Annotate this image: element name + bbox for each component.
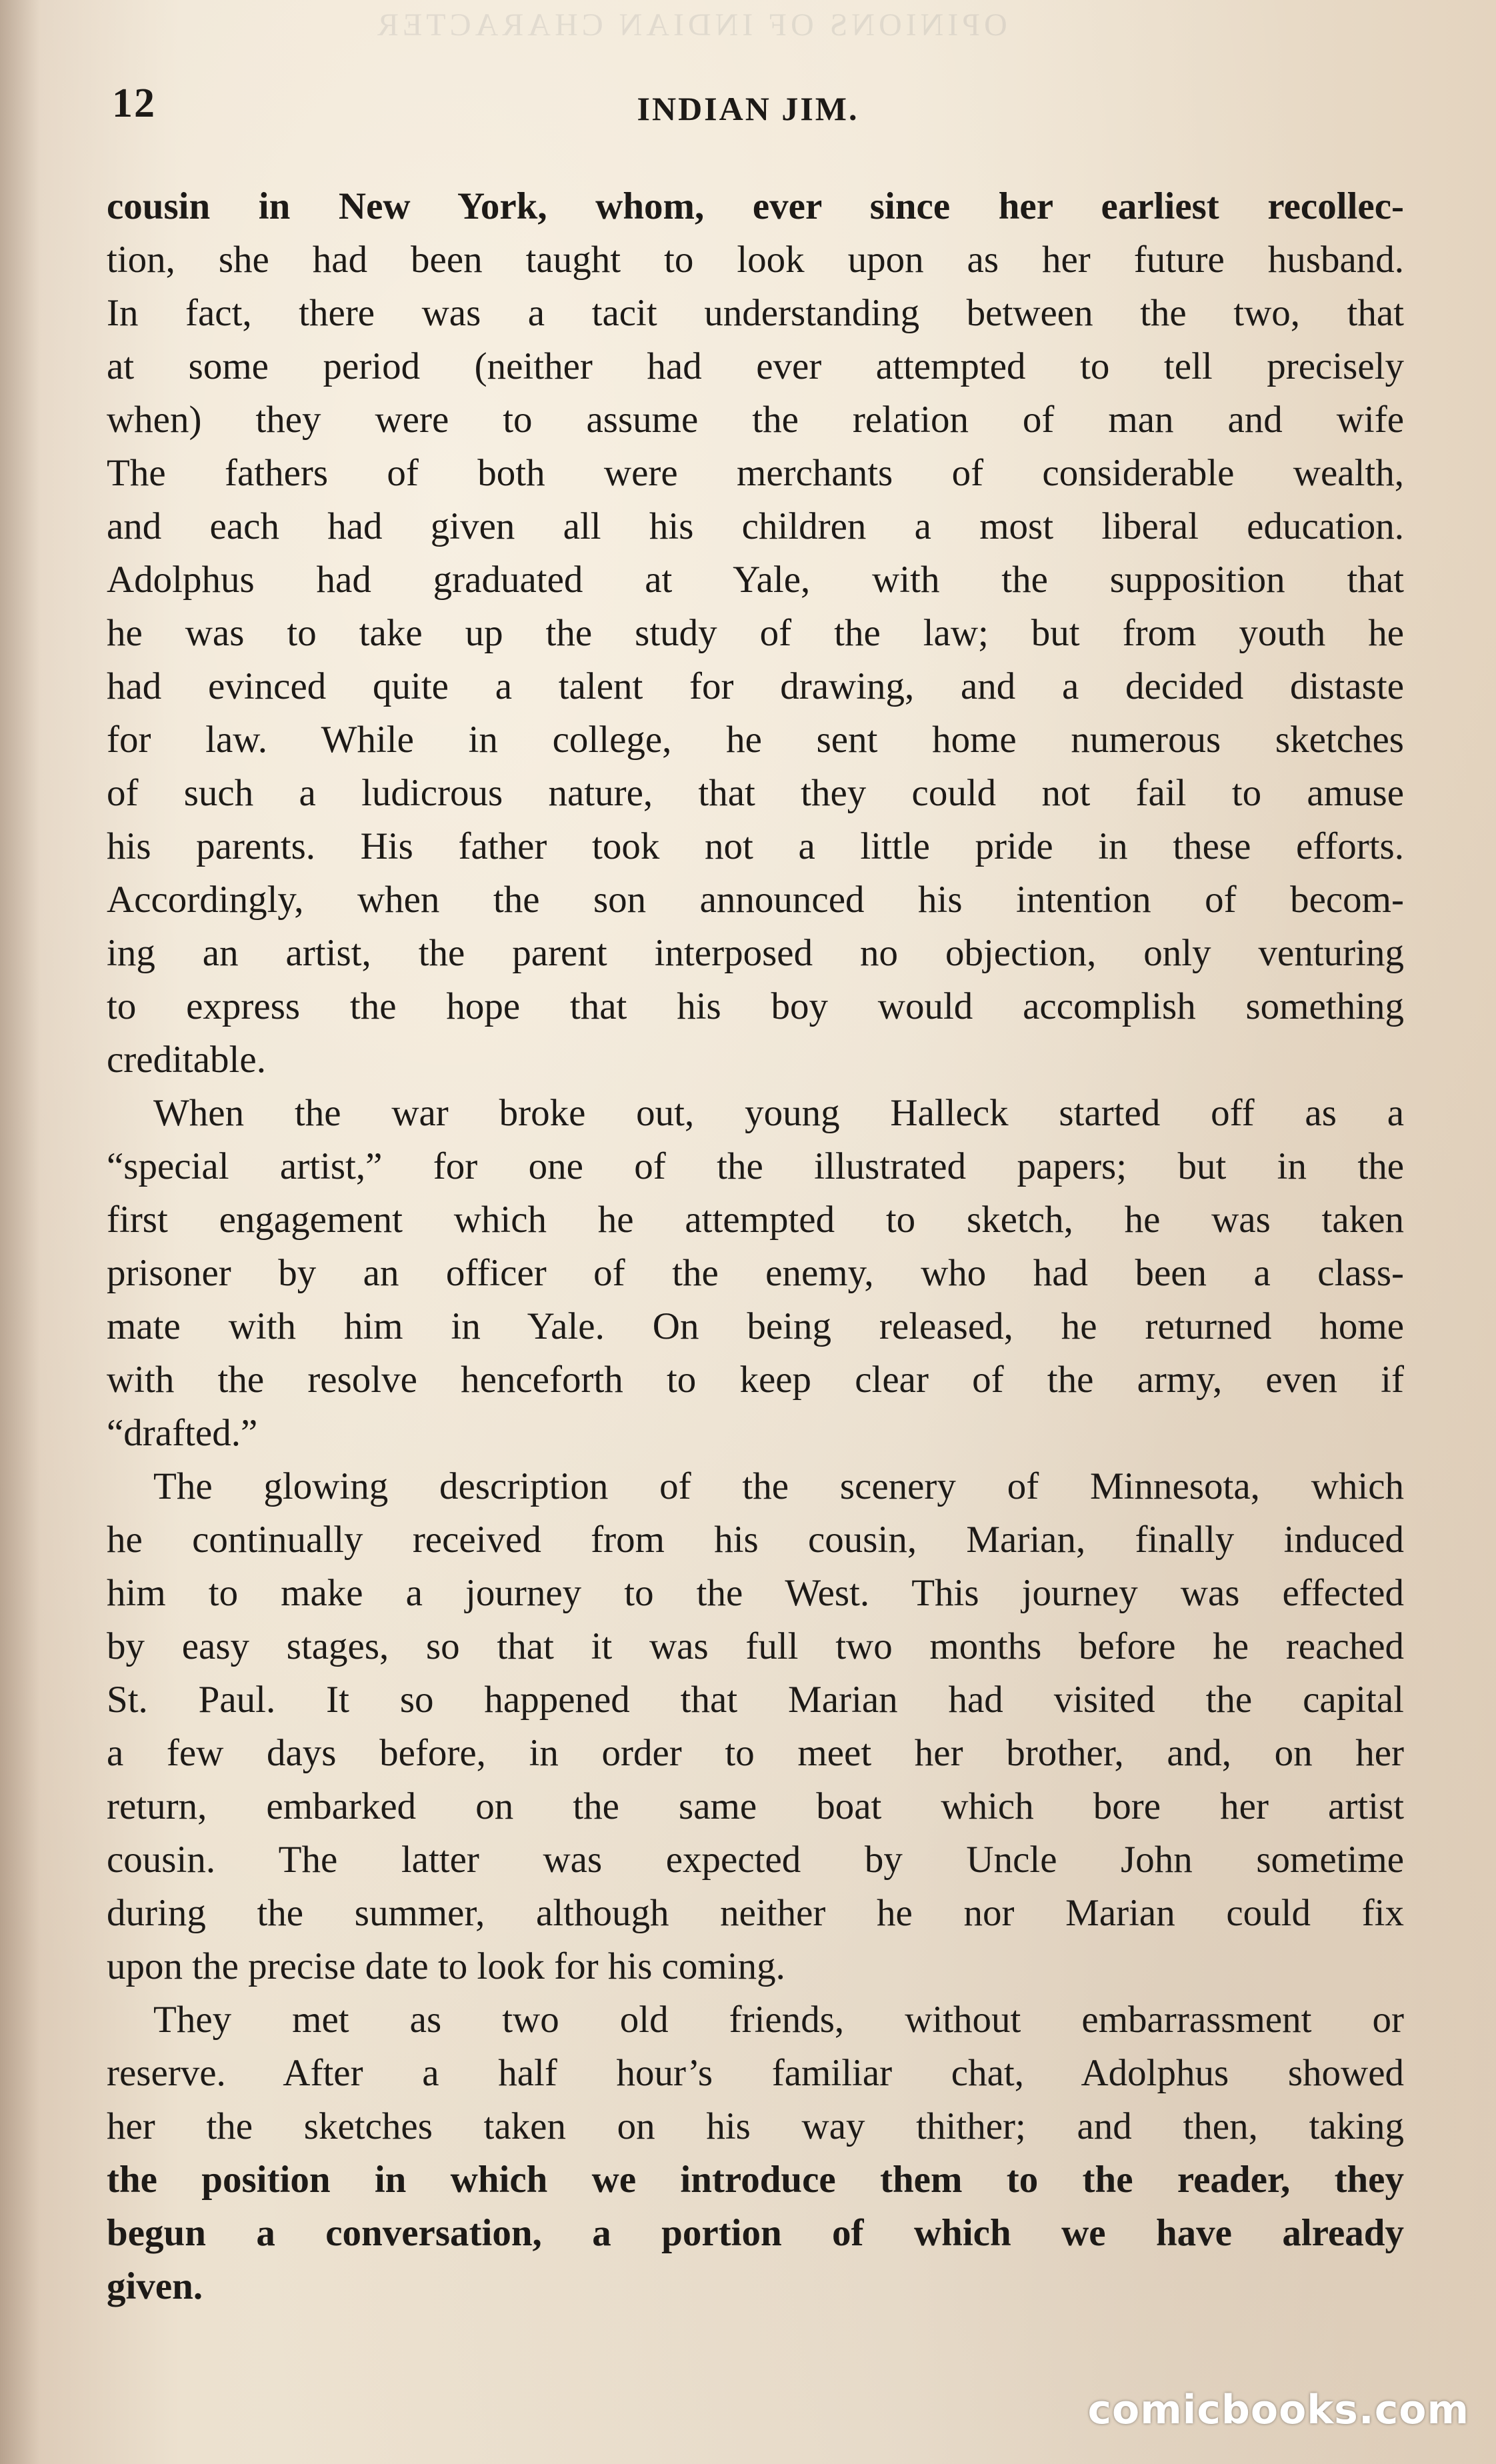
text-line: In fact, there was a tacit understanding between the two, that (107, 292, 1404, 334)
text-line: for law. While in college, he sent home numerous sketches (107, 719, 1404, 761)
text-line: when) they were to assume the relation of man and wife (107, 399, 1404, 441)
text-line: to express the hope that his boy would accomplish something (107, 985, 1404, 1027)
text-line: the position in which we introduce them to the reader, they (107, 2159, 1404, 2201)
text-line: tion, she had been taught to look upon as her future husband. (107, 239, 1404, 281)
text-line: The fathers of both were merchants of considerable wealth, (107, 452, 1404, 494)
text-line: his parents. His father took not a little pride in these efforts. (107, 825, 1404, 867)
text-line: ing an artist, the parent interposed no objection, only venturing (107, 932, 1404, 974)
text-line: cousin in New York, whom, ever since her earliest recollec- (107, 185, 1404, 227)
text-line: he continually received from his cousin, Marian, finally induced (107, 1519, 1404, 1561)
text-line: “special artist,” for one of the illustrated papers; but in the (107, 1145, 1404, 1187)
text-line: during the summer, although neither he nor Marian could fix (107, 1892, 1404, 1934)
running-head: INDIAN JIM. (637, 90, 859, 127)
text-line: first engagement which he attempted to sketch, he was taken (107, 1199, 1404, 1241)
text-line: St. Paul. It so happened that Marian had visited the capital (107, 1679, 1404, 1721)
text-line: with the resolve henceforth to keep clear of the army, even if (107, 1359, 1404, 1401)
text-line: “drafted.” (107, 1412, 258, 1454)
reverse-bleed-through: OPINIONS OF INDIAN CHARACTER (373, 7, 1007, 43)
text-line: return, embarked on the same boat which bore her artist (107, 1785, 1404, 1827)
page-gutter-shadow (0, 0, 40, 2464)
text-line: Accordingly, when the son announced his intention of becom- (107, 879, 1404, 921)
text-line: by easy stages, so that it was full two months before he reached (107, 1625, 1404, 1667)
text-line: he was to take up the study of the law; but from youth he (107, 612, 1404, 654)
text-line: given. (107, 2265, 203, 2307)
text-line: creditable. (107, 1039, 266, 1081)
text-line: had evinced quite a talent for drawing, and a decided distaste (107, 665, 1404, 707)
text-line: upon the precise date to look for his coming. (107, 1945, 785, 1987)
text-line: When the war broke out, young Halleck started off as a (153, 1092, 1404, 1134)
text-line: prisoner by an officer of the enemy, who had been a class- (107, 1252, 1404, 1294)
text-line: cousin. The latter was expected by Uncle John sometime (107, 1839, 1404, 1881)
text-line: The glowing description of the scenery of Minnesota, which (153, 1465, 1404, 1507)
text-line: begun a conversation, a portion of which we have already (107, 2212, 1404, 2254)
site-watermark: comicbooks.com (1087, 2387, 1469, 2433)
body-text (107, 180, 1404, 2313)
text-line: They met as two old friends, without embarrassment or (153, 1999, 1404, 2041)
text-line: a few days before, in order to meet her brother, and, on her (107, 1732, 1404, 1774)
page-number: 12 (112, 81, 156, 126)
text-line: her the sketches taken on his way thither; and then, taking (107, 2105, 1404, 2147)
text-line: mate with him in Yale. On being released, he returned home (107, 1305, 1404, 1347)
text-line: at some period (neither had ever attempted to tell precisely (107, 345, 1404, 387)
text-line: Adolphus had graduated at Yale, with the supposition that (107, 559, 1404, 601)
text-line: and each had given all his children a most liberal education. (107, 505, 1404, 547)
text-line: of such a ludicrous nature, that they could not fail to amuse (107, 772, 1404, 814)
text-line: him to make a journey to the West. This journey was effected (107, 1572, 1404, 1614)
text-line: reserve. After a half hour’s familiar chat, Adolphus showed (107, 2052, 1404, 2094)
